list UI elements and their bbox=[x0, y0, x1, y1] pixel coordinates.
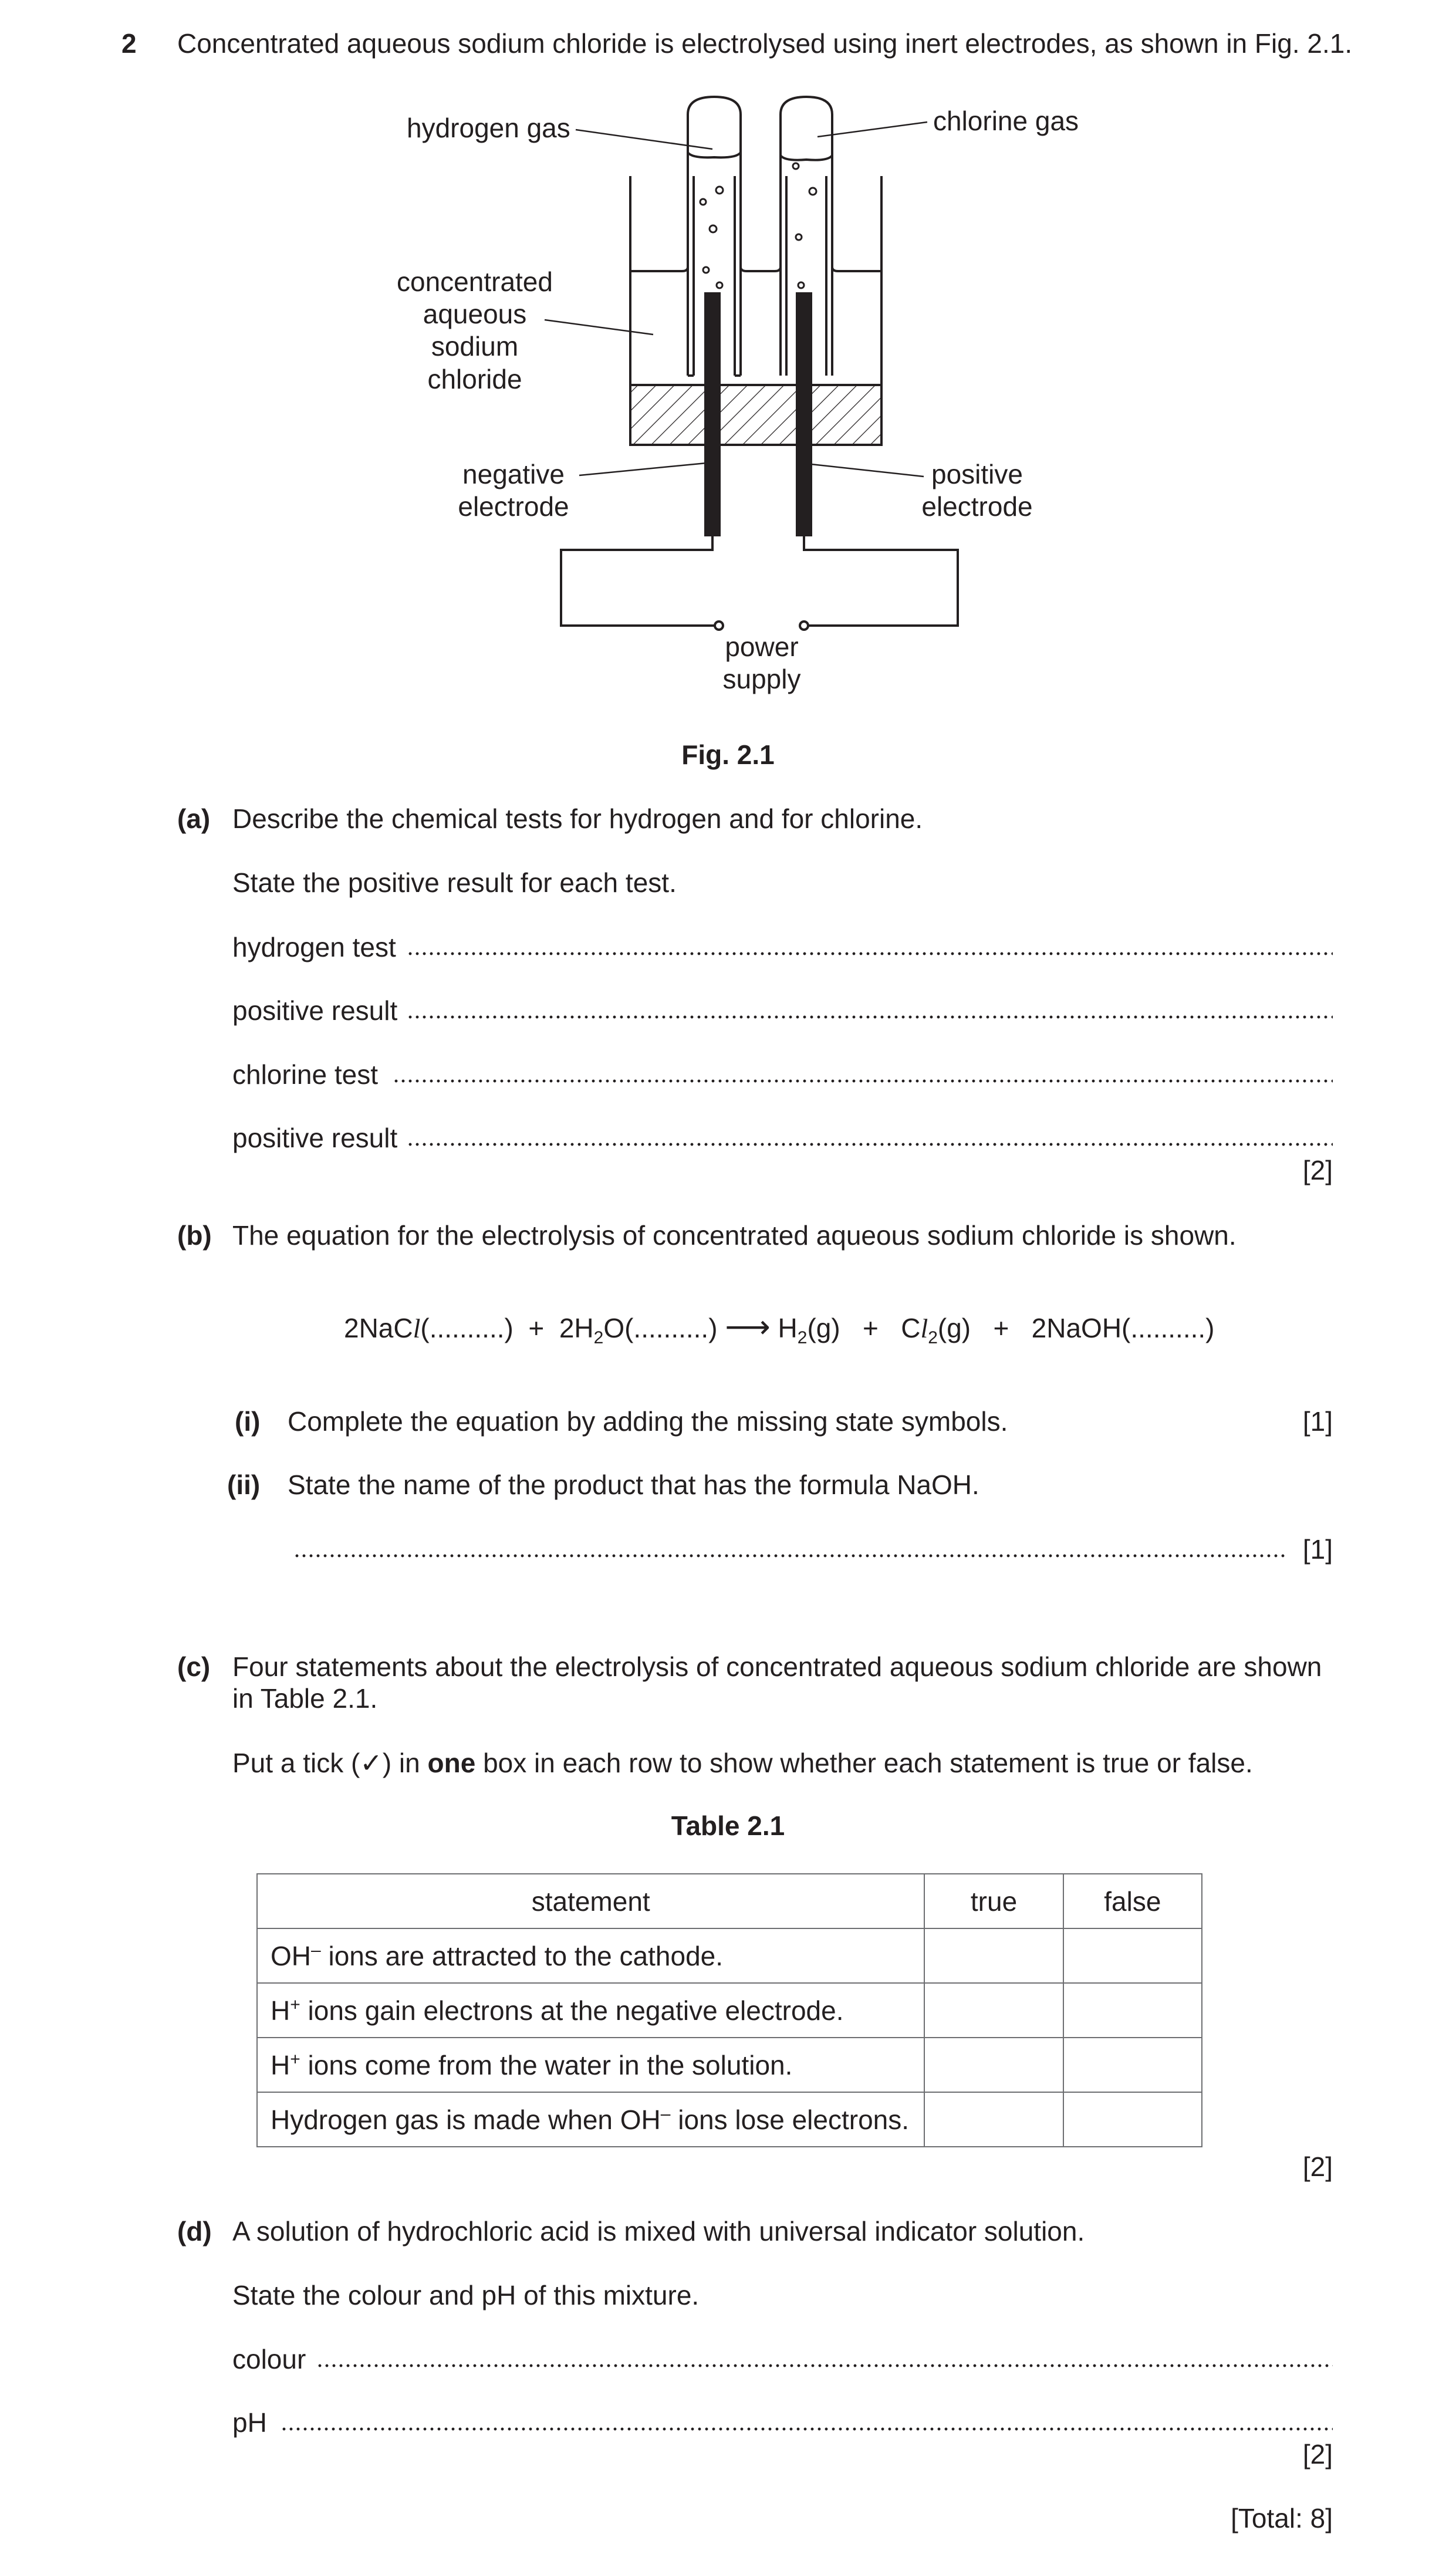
electrolysis-equation bbox=[344, 1310, 1215, 1354]
header-false: false bbox=[1063, 1874, 1202, 1928]
header-statement: statement bbox=[257, 1874, 924, 1928]
statement-text: ions lose electrons. bbox=[670, 2104, 910, 2135]
statement-text: OH bbox=[271, 1940, 311, 1971]
statement-text: Hydrogen gas is made when OH bbox=[271, 2104, 661, 2135]
label-hydrogen-gas: hydrogen gas bbox=[407, 113, 570, 143]
hydrogen-leader bbox=[576, 130, 712, 149]
part-c-label: (c) bbox=[177, 1651, 211, 1682]
gas-bubbles bbox=[700, 163, 816, 288]
label-power-1: power bbox=[725, 631, 799, 662]
positive-electrode bbox=[796, 292, 812, 536]
ion-charge: + bbox=[290, 2049, 300, 2069]
total-marks: [Total: 8] bbox=[1231, 2503, 1333, 2533]
false-tick-box[interactable] bbox=[1063, 2092, 1202, 2147]
liquid-surface-left bbox=[630, 267, 688, 271]
statement-text: H bbox=[271, 1995, 290, 2026]
hydrogen-test-label: hydrogen test bbox=[232, 932, 396, 962]
part-b-line1: The equation for the electrolysis of concentrated aqueous sodium chloride is shown. bbox=[232, 1220, 1237, 1251]
power-terminal-negative bbox=[715, 621, 723, 630]
table-row bbox=[257, 1983, 1202, 2038]
instruction-part2: box in each row to show whether each statement is true or false. bbox=[475, 1748, 1253, 1778]
part-a-line1: Describe the chemical tests for hydrogen and for chlorine. bbox=[232, 803, 923, 834]
chlorine-leader bbox=[817, 122, 927, 137]
eq-italic-l2: l bbox=[920, 1313, 928, 1343]
part-b-i-label: (i) bbox=[235, 1406, 261, 1437]
part-b-ii-text: State the name of the product that has the formula NaOH. bbox=[288, 1470, 979, 1500]
part-c-instruction bbox=[232, 1747, 1253, 1779]
eq-sub3: 2 bbox=[928, 1328, 938, 1348]
statement-text: ions gain electrons at the negative electrode. bbox=[300, 1995, 844, 2026]
eq-part2: (..........) + 2H bbox=[420, 1313, 594, 1343]
part-a-label: (a) bbox=[177, 803, 211, 834]
true-tick-box[interactable] bbox=[924, 2092, 1063, 2147]
table-header-row bbox=[257, 1874, 1202, 1928]
eq-part1: 2NaC bbox=[344, 1313, 413, 1343]
label-chlorine-gas: chlorine gas bbox=[933, 106, 1079, 136]
true-tick-box[interactable] bbox=[924, 2038, 1063, 2092]
table-row bbox=[257, 1928, 1202, 1983]
label-solution-2: aqueous bbox=[423, 299, 527, 329]
part-b-label: (b) bbox=[177, 1220, 212, 1251]
naoh-name-answer-line[interactable] bbox=[293, 1553, 1288, 1559]
part-b-ii-label: (ii) bbox=[227, 1470, 261, 1500]
positive-leader bbox=[811, 464, 924, 477]
statement-text: H bbox=[271, 2049, 290, 2080]
eq-part3: O(..........) bbox=[603, 1313, 718, 1343]
label-power-2: supply bbox=[722, 664, 801, 694]
statement-text: ions come from the water in the solution. bbox=[300, 2049, 793, 2080]
part-c-line1b: in Table 2.1. bbox=[232, 1683, 378, 1714]
table-row bbox=[257, 2038, 1202, 2092]
label-positive-1: positive bbox=[931, 459, 1023, 489]
part-d-label: (d) bbox=[177, 2216, 212, 2247]
part-b-ii-marks: [1] bbox=[1302, 1534, 1333, 1565]
statements-table bbox=[256, 1873, 1202, 2147]
hydrogen-result-label: positive result bbox=[232, 995, 398, 1026]
chlorine-result-answer-line[interactable] bbox=[407, 1141, 1333, 1147]
part-d-marks: [2] bbox=[1302, 2439, 1333, 2470]
colour-answer-line[interactable] bbox=[316, 2363, 1333, 2369]
false-tick-box[interactable] bbox=[1063, 1928, 1202, 1983]
part-a-line2: State the positive result for each test. bbox=[232, 867, 677, 898]
true-tick-box[interactable] bbox=[924, 1983, 1063, 2038]
liquid-surface-middle bbox=[741, 267, 781, 271]
hydrogen-test-answer-line[interactable] bbox=[407, 951, 1333, 957]
ion-charge: – bbox=[660, 2104, 671, 2124]
negative-leader bbox=[579, 463, 707, 475]
eq-part6: (g) + 2NaOH(..........) bbox=[937, 1313, 1215, 1343]
instruction-emphasis: one bbox=[427, 1748, 476, 1778]
false-tick-box[interactable] bbox=[1063, 1983, 1202, 2038]
part-d-line1: A solution of hydrochloric acid is mixed with universal indicator solution. bbox=[232, 2216, 1085, 2247]
electrolysis-diagram bbox=[0, 0, 1456, 704]
ph-label: pH bbox=[232, 2407, 267, 2438]
ph-answer-line[interactable] bbox=[281, 2426, 1333, 2432]
part-b-i-marks: [1] bbox=[1302, 1406, 1333, 1437]
hydrogen-result-answer-line[interactable] bbox=[407, 1014, 1333, 1020]
instruction-part1: Put a tick (✓) in bbox=[232, 1748, 428, 1778]
header-true: true bbox=[924, 1874, 1063, 1928]
part-b-i-text: Complete the equation by adding the missing state symbols. bbox=[288, 1406, 1008, 1437]
liquid-surface-right bbox=[832, 267, 881, 271]
part-a-marks: [2] bbox=[1302, 1155, 1333, 1185]
false-tick-box[interactable] bbox=[1063, 2038, 1202, 2092]
circuit-wire-right bbox=[804, 536, 958, 626]
statement-cell bbox=[257, 2038, 924, 2092]
statement-cell bbox=[257, 2092, 924, 2147]
negative-electrode bbox=[704, 292, 721, 536]
question-intro: Concentrated aqueous sodium chloride is electrolysed using inert electrodes, as shown in Fig. 2.1. bbox=[177, 28, 1353, 59]
ion-charge: + bbox=[290, 1995, 300, 2015]
chlorine-test-label: chlorine test bbox=[232, 1059, 379, 1090]
true-tick-box[interactable] bbox=[924, 1928, 1063, 1983]
label-negative-2: electrode bbox=[458, 491, 569, 522]
question-number: 2 bbox=[121, 28, 137, 59]
part-d-line2: State the colour and pH of this mixture. bbox=[232, 2280, 700, 2310]
beaker-base bbox=[630, 385, 881, 445]
eq-part4: H bbox=[778, 1313, 798, 1343]
statement-text: ions are attracted to the cathode. bbox=[320, 1940, 724, 1971]
figure-caption: Fig. 2.1 bbox=[681, 739, 775, 770]
table-title: Table 2.1 bbox=[671, 1810, 785, 1841]
eq-sub2: 2 bbox=[797, 1328, 808, 1348]
label-negative-1: negative bbox=[462, 459, 565, 489]
ion-charge: – bbox=[311, 1940, 321, 1960]
statement-cell bbox=[257, 1983, 924, 2038]
label-solution-1: concentrated bbox=[397, 266, 553, 297]
chlorine-test-answer-line[interactable] bbox=[393, 1078, 1333, 1084]
eq-part5: (g) + C bbox=[807, 1313, 921, 1343]
part-c-marks: [2] bbox=[1302, 2151, 1333, 2182]
statement-cell bbox=[257, 1928, 924, 1983]
eq-arrow: ⟶ bbox=[725, 1309, 771, 1345]
label-positive-2: electrode bbox=[921, 491, 1033, 522]
eq-italic-l1: l bbox=[413, 1313, 421, 1343]
circuit-wire-left bbox=[561, 536, 715, 626]
colour-label: colour bbox=[232, 2344, 306, 2374]
label-solution-3: sodium chloride bbox=[427, 331, 522, 394]
table-row bbox=[257, 2092, 1202, 2147]
chlorine-result-label: positive result bbox=[232, 1123, 398, 1153]
power-terminal-positive bbox=[800, 621, 808, 630]
part-c-line1: Four statements about the electrolysis of concentrated aqueous sodium chloride are shown bbox=[232, 1651, 1322, 1682]
eq-sub1: 2 bbox=[593, 1328, 604, 1348]
